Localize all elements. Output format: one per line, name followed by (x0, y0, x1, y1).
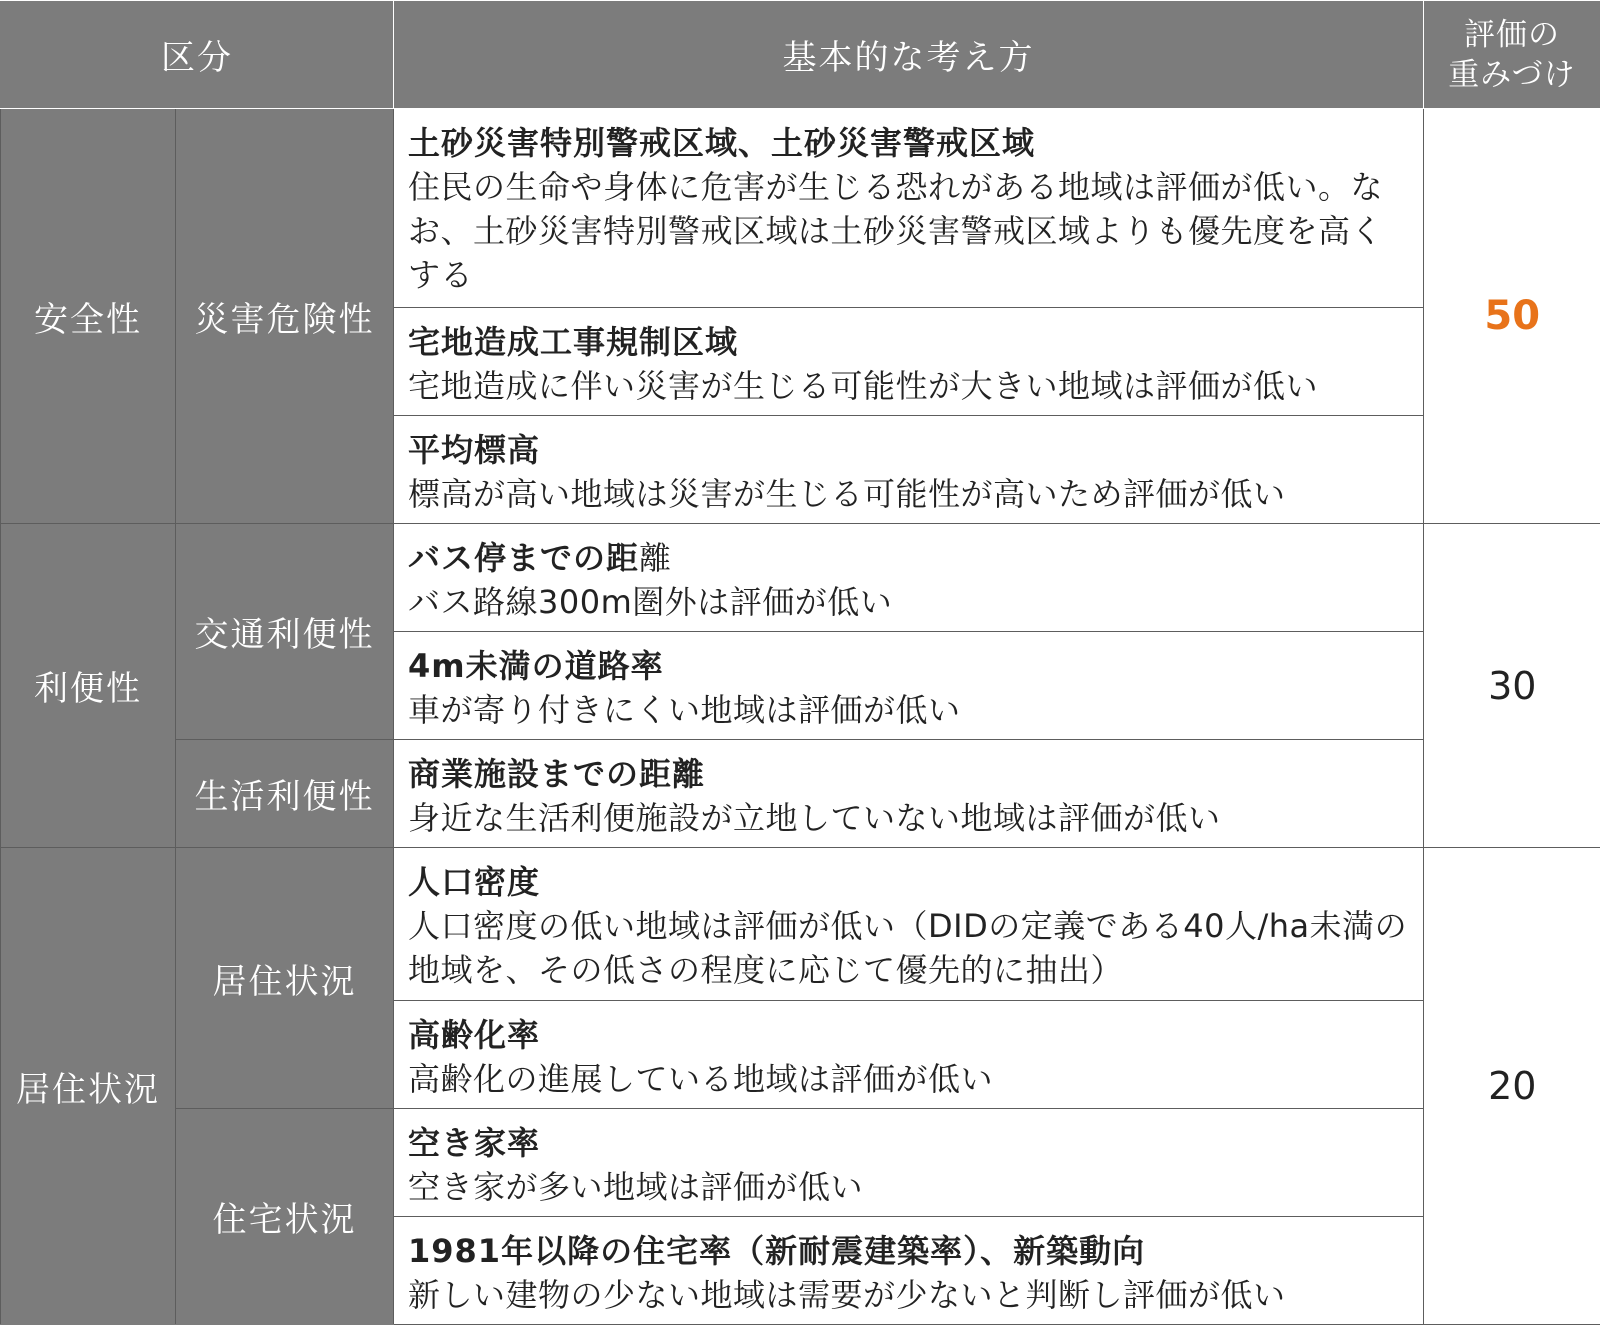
subcategory-cell: 生活利便性 (176, 740, 394, 848)
criterion-cell: 1981年以降の住宅率（新耐震建築率）、新築動向 新しい建物の少ない地域は需要が少ないと判断し評価が低い (394, 1217, 1424, 1325)
header-concept: 基本的な考え方 (394, 1, 1424, 109)
criterion-cell: 土砂災害特別警戒区域、土砂災害警戒区域 住民の生命や身体に危害が生じる恐れがある地域は評価が低い。なお、土砂災害特別警戒区域は土砂災害警戒区域よりも優先度を高くする (394, 109, 1424, 308)
header-weight: 評価の 重みづけ (1424, 1, 1600, 109)
header-category: 区分 (1, 1, 394, 109)
category-cell: 居住状況 (1, 848, 176, 1325)
table-row (1, 848, 1600, 1001)
category-cell: 安全性 (1, 109, 176, 524)
subcategory-cell: 居住状況 (176, 848, 394, 1109)
table-row (1, 740, 1600, 848)
criterion-cell: 宅地造成工事規制区域 宅地造成に伴い災害が生じる可能性が大きい地域は評価が低い (394, 308, 1424, 416)
criterion-cell: バス停までの距離 バス路線300m圏外は評価が低い (394, 524, 1424, 632)
table-row (1, 524, 1600, 632)
criterion-cell: 人口密度 人口密度の低い地域は評価が低い（DIDの定義である40人/ha未満の地域を、その低さの程度に応じて優先的に抽出） (394, 848, 1424, 1001)
table-row (1, 109, 1600, 308)
subcategory-cell: 交通利便性 (176, 524, 394, 740)
category-cell: 利便性 (1, 524, 176, 848)
weight-cell: 50 (1424, 109, 1600, 524)
criterion-cell: 平均標高 標高が高い地域は災害が生じる可能性が高いため評価が低い (394, 416, 1424, 524)
subcategory-cell: 住宅状況 (176, 1109, 394, 1325)
header-row (1, 1, 1600, 109)
subcategory-cell: 災害危険性 (176, 109, 394, 524)
criterion-cell: 4m未満の道路率 車が寄り付きにくい地域は評価が低い (394, 632, 1424, 740)
weight-cell: 20 (1424, 848, 1600, 1325)
criterion-cell: 商業施設までの距離 身近な生活利便施設が立地していない地域は評価が低い (394, 740, 1424, 848)
table-row (1, 1109, 1600, 1217)
criterion-cell: 空き家率 空き家が多い地域は評価が低い (394, 1109, 1424, 1217)
weight-cell: 30 (1424, 524, 1600, 848)
criterion-cell: 高齢化率 高齢化の進展している地域は評価が低い (394, 1001, 1424, 1109)
